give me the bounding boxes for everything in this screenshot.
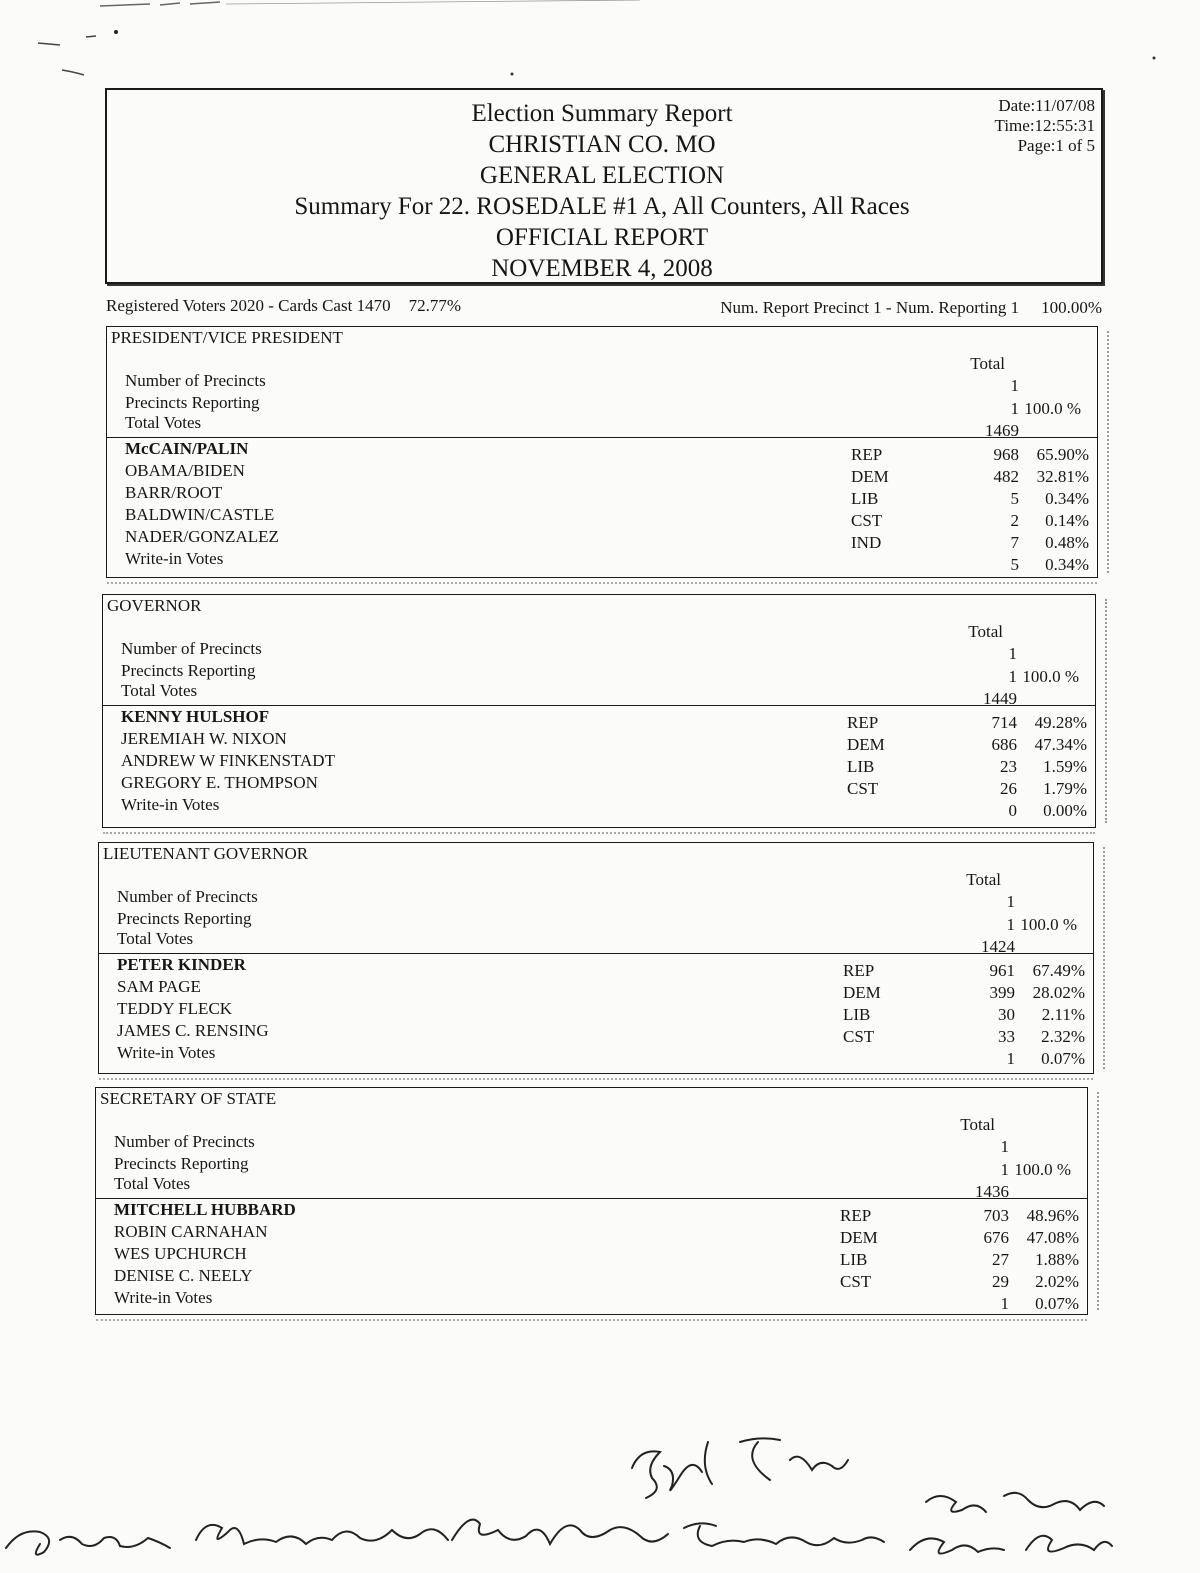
candidate-percent: 2.02% — [1035, 1272, 1079, 1291]
candidate-percent: 0.07% — [1041, 1049, 1085, 1068]
number-of-precincts-value: 1 — [1010, 376, 1019, 395]
candidate-name: MITCHELL HUBBARD — [114, 1200, 296, 1219]
scan-bottom-noise — [99, 1078, 1093, 1080]
registration-line — [106, 296, 1102, 320]
candidate-name: BALDWIN/CASTLE — [125, 505, 275, 524]
candidate-divider — [103, 705, 1095, 706]
race-title: GOVERNOR — [107, 596, 202, 615]
candidate-percent: 0.34% — [1045, 489, 1089, 508]
precincts-reporting-value: 1 — [1000, 1160, 1009, 1179]
candidate-percent: 0.07% — [1035, 1294, 1079, 1313]
candidate-party: REP — [843, 961, 875, 980]
candidate-name: ROBIN CARNAHAN — [114, 1222, 268, 1241]
turnout-percent: 72.77% — [408, 296, 461, 315]
candidate-name: Write-in Votes — [125, 549, 224, 568]
candidate-row — [99, 1043, 1093, 1068]
candidate-row — [103, 773, 1095, 798]
precincts-reporting-percent: 100.0 % — [1024, 399, 1081, 418]
precinct-summary: Summary For 22. ROSEDALE #1 A, All Counters, All Races — [294, 193, 910, 220]
candidate-row — [99, 955, 1093, 980]
candidate-row — [96, 1222, 1087, 1247]
candidate-votes: 29 — [992, 1272, 1009, 1291]
candidate-name: NADER/GONZALEZ — [125, 527, 279, 546]
candidate-votes: 961 — [989, 961, 1015, 980]
race-title: PRESIDENT/VICE PRESIDENT — [111, 328, 343, 347]
candidate-row — [96, 1200, 1087, 1225]
candidate-votes: 27 — [992, 1250, 1009, 1269]
candidate-name: ANDREW W FINKENSTADT — [121, 751, 335, 770]
scan-bottom-noise — [96, 1319, 1087, 1321]
candidate-name: TEDDY FLECK — [117, 999, 233, 1018]
candidate-percent: 47.34% — [1034, 735, 1087, 754]
report-header — [105, 88, 1103, 284]
race-section-president — [106, 326, 1098, 578]
total-votes-label: Total Votes — [117, 929, 194, 948]
candidate-party: REP — [840, 1206, 872, 1225]
precincts-reporting-label: Precincts Reporting — [125, 393, 260, 412]
candidate-name: JEREMIAH W. NIXON — [121, 729, 287, 748]
candidate-percent: 0.48% — [1045, 533, 1089, 552]
race-title: LIEUTENANT GOVERNOR — [103, 844, 309, 863]
total-votes-label: Total Votes — [125, 413, 202, 432]
candidate-party: LIB — [840, 1250, 868, 1269]
total-column-header: Total — [966, 870, 1001, 889]
candidate-row — [103, 707, 1095, 732]
candidate-row — [107, 461, 1097, 486]
report-title: Election Summary Report — [471, 100, 733, 127]
candidate-row — [107, 439, 1097, 464]
precincts-reporting-label: Precincts Reporting — [121, 661, 256, 680]
candidate-party: REP — [851, 445, 883, 464]
candidate-percent: 32.81% — [1036, 467, 1089, 486]
candidate-row — [99, 977, 1093, 1002]
candidate-votes: 714 — [991, 713, 1017, 732]
precincts-reporting-value: 1 — [1008, 667, 1017, 686]
candidate-name: Write-in Votes — [121, 795, 220, 814]
candidate-name: DENISE C. NEELY — [114, 1266, 253, 1285]
candidate-party: DEM — [847, 735, 885, 754]
candidate-percent: 47.08% — [1026, 1228, 1079, 1247]
candidate-name: Write-in Votes — [117, 1043, 216, 1062]
scan-bottom-noise — [103, 832, 1095, 834]
candidate-votes: 686 — [991, 735, 1017, 754]
total-votes-label: Total Votes — [114, 1174, 191, 1193]
candidate-percent: 28.02% — [1032, 983, 1085, 1002]
candidate-party: DEM — [840, 1228, 878, 1247]
candidate-party: LIB — [847, 757, 875, 776]
total-votes-value: 1424 — [981, 937, 1015, 956]
candidate-votes: 399 — [989, 983, 1015, 1002]
candidate-row — [103, 751, 1095, 776]
candidate-row — [96, 1244, 1087, 1269]
candidate-name: Write-in Votes — [114, 1288, 213, 1307]
scan-edge-noise — [1099, 331, 1109, 573]
candidate-percent: 0.00% — [1043, 801, 1087, 820]
candidate-percent: 2.32% — [1041, 1027, 1085, 1046]
number-of-precincts-label: Number of Precincts — [114, 1132, 255, 1151]
candidate-votes: 1 — [1000, 1294, 1009, 1313]
number-of-precincts-value: 1 — [1006, 892, 1015, 911]
candidate-percent: 0.34% — [1045, 555, 1089, 574]
candidate-name: OBAMA/BIDEN — [125, 461, 245, 480]
reporting-percent: 100.00% — [1041, 298, 1102, 317]
number-of-precincts-label: Number of Precincts — [125, 371, 266, 390]
candidate-percent: 67.49% — [1032, 961, 1085, 980]
candidate-name: McCAIN/PALIN — [125, 439, 249, 458]
total-votes-value: 1436 — [975, 1182, 1009, 1201]
candidate-votes: 968 — [993, 445, 1019, 464]
candidate-votes: 482 — [993, 467, 1019, 486]
race-section-governor — [102, 594, 1096, 828]
scan-edge-noise — [1095, 847, 1105, 1069]
registration-summary — [106, 296, 461, 316]
candidate-row — [107, 549, 1097, 574]
candidate-name: PETER KINDER — [117, 955, 246, 974]
precincts-reporting-percent: 100.0 % — [1022, 667, 1079, 686]
registered-voters-text: Registered Voters 2020 - Cards Cast 1470 — [106, 296, 391, 315]
precincts-reporting-percent: 100.0 % — [1020, 915, 1077, 934]
report-status: OFFICIAL REPORT — [495, 224, 709, 251]
candidate-percent: 65.90% — [1036, 445, 1089, 464]
precincts-reporting-label: Precincts Reporting — [117, 909, 252, 928]
county-name: CHRISTIAN CO. MO — [488, 131, 716, 158]
candidate-row — [103, 795, 1095, 820]
candidate-row — [96, 1266, 1087, 1291]
candidate-divider — [96, 1198, 1087, 1199]
candidate-row — [99, 999, 1093, 1024]
candidate-votes: 7 — [1010, 533, 1019, 552]
number-of-precincts-label: Number of Precincts — [117, 887, 258, 906]
candidate-votes: 26 — [1000, 779, 1017, 798]
candidate-percent: 1.88% — [1035, 1250, 1079, 1269]
candidate-row — [99, 1021, 1093, 1046]
candidate-name: WES UPCHURCH — [114, 1244, 247, 1263]
number-of-precincts-value: 1 — [1008, 644, 1017, 663]
candidate-party: LIB — [843, 1005, 871, 1024]
candidate-party: CST — [847, 779, 879, 798]
candidate-row — [103, 729, 1095, 754]
race-section-secretary-of-state — [95, 1087, 1088, 1315]
candidate-votes: 0 — [1008, 801, 1017, 820]
scan-specks — [0, 0, 1200, 100]
total-column-header: Total — [970, 354, 1005, 373]
candidate-row — [107, 483, 1097, 508]
scan-bottom-noise — [107, 582, 1097, 584]
candidate-divider — [107, 437, 1097, 438]
total-column-header: Total — [968, 622, 1003, 641]
candidate-percent: 48.96% — [1026, 1206, 1079, 1225]
report-date: Date:11/07/08 — [998, 96, 1095, 115]
candidate-percent: 1.79% — [1043, 779, 1087, 798]
candidate-party: DEM — [843, 983, 881, 1002]
precincts-reporting-value: 1 — [1006, 915, 1015, 934]
candidate-name: SAM PAGE — [117, 977, 201, 996]
total-column-header: Total — [960, 1115, 995, 1134]
report-time: Time:12:55:31 — [994, 116, 1095, 135]
candidate-votes: 5 — [1010, 555, 1019, 574]
candidate-name: KENNY HULSHOF — [121, 707, 270, 726]
report-meta — [995, 96, 1095, 156]
candidate-row — [107, 527, 1097, 552]
precincts-reporting-label: Precincts Reporting — [114, 1154, 249, 1173]
candidate-votes: 1 — [1006, 1049, 1015, 1068]
signatures — [0, 1400, 1200, 1573]
candidate-row — [96, 1288, 1087, 1313]
candidate-name: GREGORY E. THOMPSON — [121, 773, 318, 792]
candidate-row — [107, 505, 1097, 530]
candidate-votes: 5 — [1010, 489, 1019, 508]
candidate-name: JAMES C. RENSING — [117, 1021, 269, 1040]
candidate-party: CST — [840, 1272, 872, 1291]
candidate-percent: 49.28% — [1034, 713, 1087, 732]
reporting-summary — [720, 298, 1102, 318]
race-title: SECRETARY OF STATE — [100, 1089, 277, 1108]
report-title-block — [267, 98, 937, 284]
candidate-party: CST — [843, 1027, 875, 1046]
election-date: NOVEMBER 4, 2008 — [491, 255, 713, 282]
race-section-lieutenant-governor — [98, 842, 1094, 1074]
number-of-precincts-label: Number of Precincts — [121, 639, 262, 658]
candidate-percent: 1.59% — [1043, 757, 1087, 776]
candidate-party: IND — [851, 533, 882, 552]
precincts-reporting-percent: 100.0 % — [1014, 1160, 1071, 1179]
scan-edge-noise — [1097, 599, 1107, 823]
number-of-precincts-value: 1 — [1000, 1137, 1009, 1156]
scan-edge-noise — [1089, 1092, 1099, 1310]
candidate-divider — [99, 953, 1093, 954]
candidate-name: BARR/ROOT — [125, 483, 223, 502]
candidate-party: REP — [847, 713, 879, 732]
candidate-votes: 30 — [998, 1005, 1015, 1024]
candidate-party: CST — [851, 511, 883, 530]
candidate-party: DEM — [851, 467, 889, 486]
total-votes-label: Total Votes — [121, 681, 198, 700]
election-name: GENERAL ELECTION — [479, 162, 725, 189]
total-votes-value: 1469 — [985, 421, 1019, 440]
candidate-percent: 0.14% — [1045, 511, 1089, 530]
report-page: Page:1 of 5 — [1017, 136, 1095, 155]
candidate-votes: 2 — [1010, 511, 1019, 530]
total-votes-value: 1449 — [983, 689, 1017, 708]
candidate-votes: 23 — [1000, 757, 1017, 776]
candidate-party: LIB — [851, 489, 879, 508]
candidate-votes: 676 — [983, 1228, 1009, 1247]
precincts-reporting-value: 1 — [1010, 399, 1019, 418]
candidate-votes: 33 — [998, 1027, 1015, 1046]
reporting-text: Num. Report Precinct 1 - Num. Reporting 1 — [720, 298, 1020, 317]
candidate-percent: 2.11% — [1041, 1005, 1085, 1024]
candidate-votes: 703 — [983, 1206, 1009, 1225]
